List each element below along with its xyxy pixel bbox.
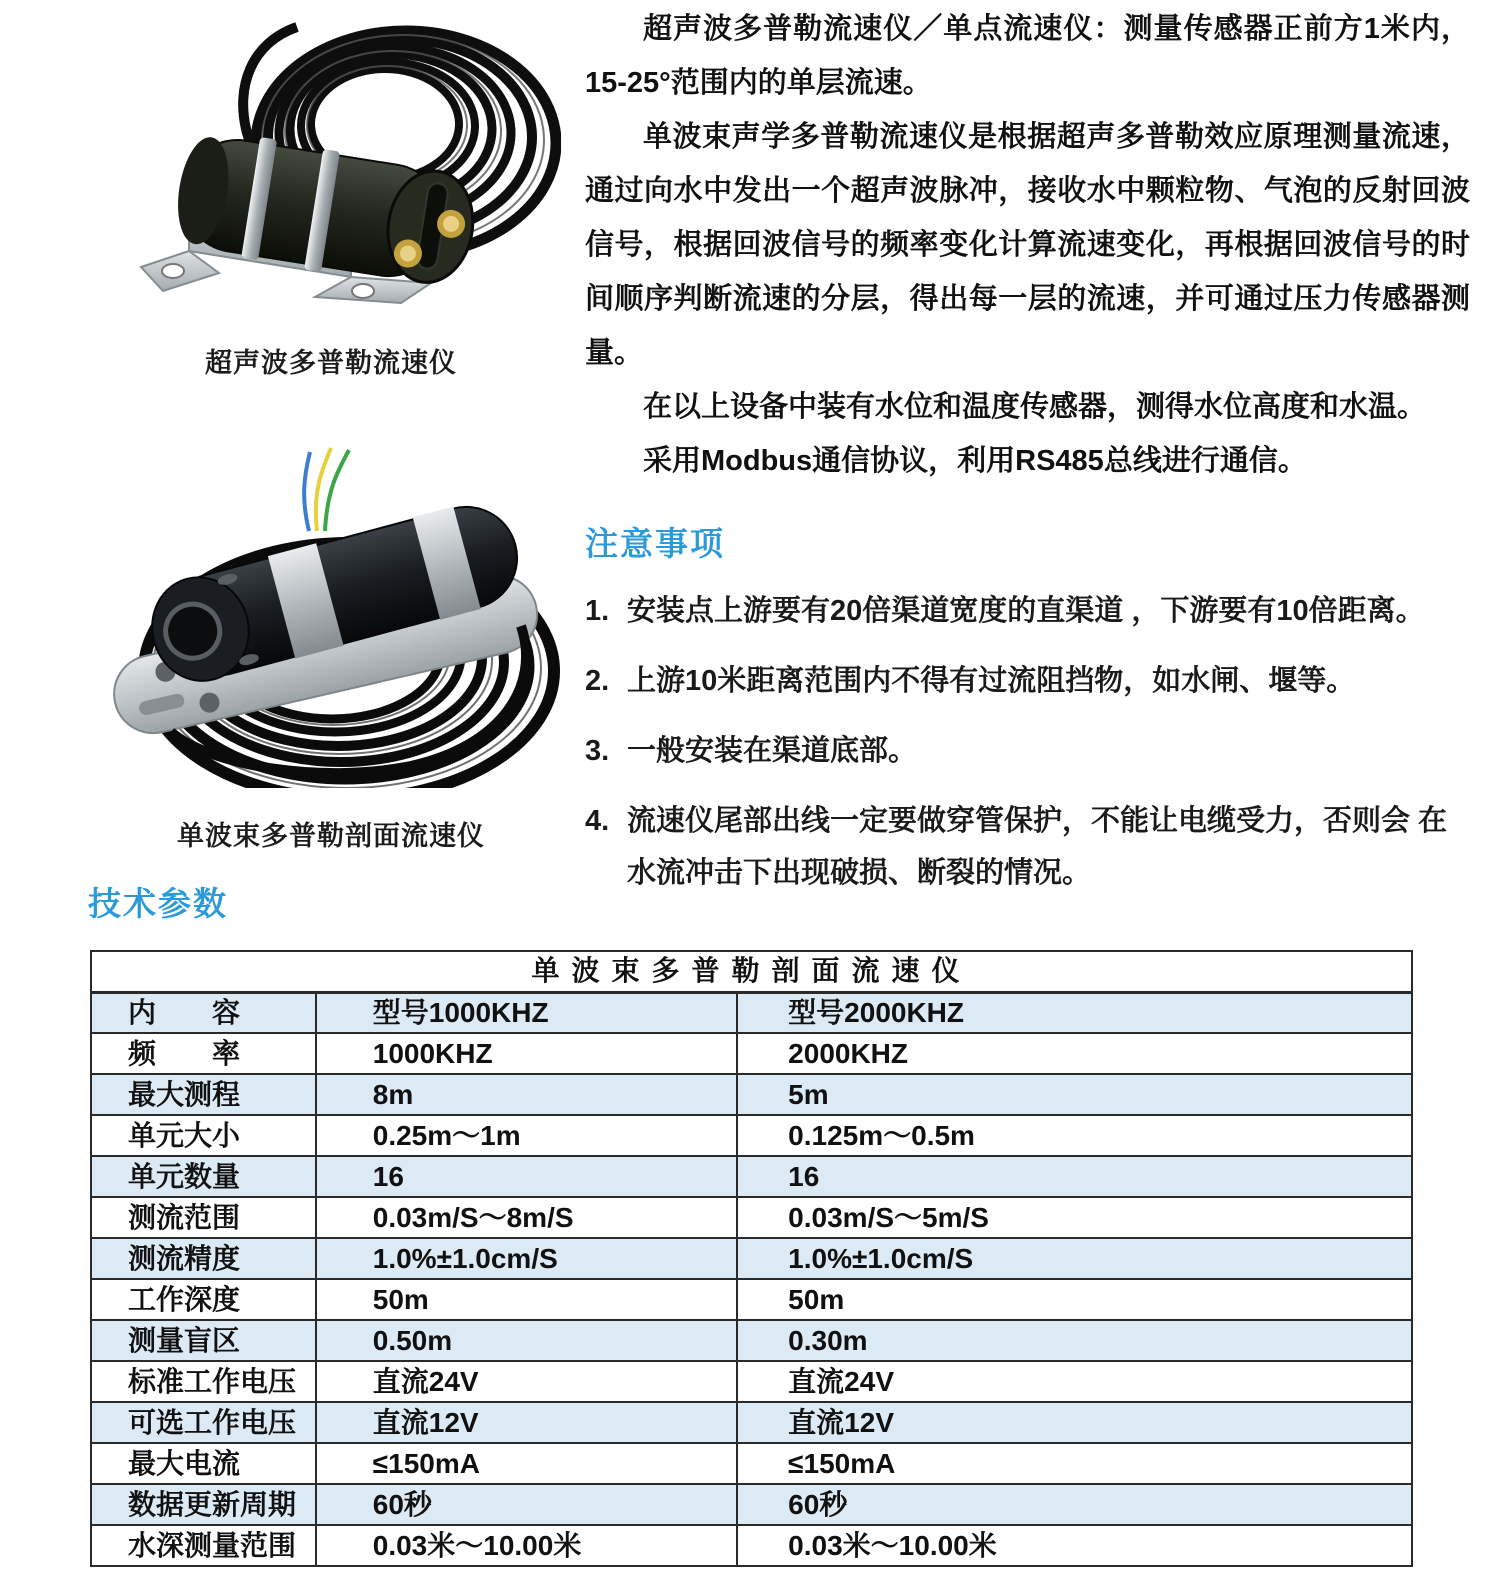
figure-single-beam-profiler xyxy=(100,436,562,853)
row-value: 2000KHZ xyxy=(737,1033,1412,1074)
image2-caption: 单波束多普勒剖面流速仪 xyxy=(177,821,485,851)
row-value: 0.03m/S～8m/S xyxy=(316,1197,737,1238)
table-row xyxy=(91,1361,1412,1402)
specs-section-title: 技术参数 xyxy=(88,885,228,922)
table-title-row xyxy=(91,951,1412,992)
note-item xyxy=(585,655,1470,707)
row-value: ≤150mA xyxy=(316,1443,737,1484)
row-label: 最大测程 xyxy=(91,1074,316,1115)
row-label: 标准工作电压 xyxy=(91,1361,316,1402)
specs-table xyxy=(90,950,1413,1567)
notes-section-title: 注意事项 xyxy=(585,525,725,562)
note-text: 流速仪尾部出线一定要做穿管保护，不能让电缆受力，否则会 在水流冲击下出现破损、断裂的情况。 xyxy=(627,805,1448,889)
row-label: 测量盲区 xyxy=(91,1320,316,1361)
intro-paragraph: 在以上设备中装有水位和温度传感器，测得水位高度和水温。 xyxy=(643,391,1427,423)
row-value: 50m xyxy=(737,1279,1412,1320)
intro-paragraph: 采用Modbus通信协议，利用RS485总线进行通信。 xyxy=(643,445,1307,477)
row-value: 5m xyxy=(737,1074,1412,1115)
table-row xyxy=(91,1443,1412,1484)
row-value: 16 xyxy=(316,1156,737,1197)
row-value: 1.0%±1.0cm/S xyxy=(316,1238,737,1279)
table-row xyxy=(91,1238,1412,1279)
row-value: 直流12V xyxy=(316,1402,737,1443)
row-value: 50m xyxy=(316,1279,737,1320)
intro-paragraph: 单波束声学多普勒流速仪是根据超声多普勒效应原理测量流速，通过向水中发出一个超声波脉冲，接收水中颗粒物、气泡的反射回波信号，根据回波信号的频率变化计算流速变化，再根据回波信号的时间顺序判断流速的分层，得出每一层的流速，并可通过压力传感器测量。 xyxy=(585,121,1470,369)
table-row xyxy=(91,1484,1412,1525)
row-label: 水深测量范围 xyxy=(91,1525,316,1566)
note-number: 1. xyxy=(585,595,610,627)
note-number: 3. xyxy=(585,735,610,767)
row-value: 0.25m～1m xyxy=(316,1115,737,1156)
row-value: 8m xyxy=(316,1074,737,1115)
single-beam-doppler-profiler-photo xyxy=(101,436,561,788)
row-value: 60秒 xyxy=(737,1484,1412,1525)
row-value: 1000KHZ xyxy=(316,1033,737,1074)
note-text: 一般安装在渠道底部。 xyxy=(627,735,918,767)
row-value: ≤150mA xyxy=(737,1443,1412,1484)
ultrasonic-doppler-velocimeter-photo xyxy=(101,15,561,315)
header-cell: 型号2000KHZ xyxy=(737,992,1412,1033)
row-label: 测流精度 xyxy=(91,1238,316,1279)
note-item xyxy=(585,585,1470,637)
row-value: 0.125m～0.5m xyxy=(737,1115,1412,1156)
figure-ultrasonic-doppler xyxy=(100,15,562,380)
table-row xyxy=(91,1279,1412,1320)
image1-caption: 超声波多普勒流速仪 xyxy=(205,348,457,378)
header-cell: 内 容 xyxy=(91,992,316,1033)
row-label: 单元数量 xyxy=(91,1156,316,1197)
row-value: 0.03米～10.00米 xyxy=(316,1525,737,1566)
table-row xyxy=(91,1033,1412,1074)
row-value: 直流24V xyxy=(737,1361,1412,1402)
note-number: 4. xyxy=(585,805,610,837)
note-item xyxy=(585,725,1470,777)
row-label: 测流范围 xyxy=(91,1197,316,1238)
header-cell: 型号1000KHZ xyxy=(316,992,737,1033)
table-row xyxy=(91,1525,1412,1566)
table-row xyxy=(91,1156,1412,1197)
row-value: 直流24V xyxy=(316,1361,737,1402)
lead-wires xyxy=(304,448,349,531)
row-label: 数据更新周期 xyxy=(91,1484,316,1525)
table-row xyxy=(91,1320,1412,1361)
table-row xyxy=(91,1115,1412,1156)
table-header-row xyxy=(91,992,1412,1033)
row-value: 0.03米～10.00米 xyxy=(737,1525,1412,1566)
row-label: 最大电流 xyxy=(91,1443,316,1484)
product-photo-column xyxy=(100,15,562,853)
row-value: 0.50m xyxy=(316,1320,737,1361)
intro-column xyxy=(585,2,1470,917)
note-text: 安装点上游要有20倍渠道宽度的直渠道 ，下游要有10倍距离。 xyxy=(627,595,1425,627)
row-value: 0.30m xyxy=(737,1320,1412,1361)
table-row xyxy=(91,1197,1412,1238)
intro-paragraph: 超声波多普勒流速仪／单点流速仪：测量传感器正前方1米内，15-25°范围内的单层流速。 xyxy=(585,13,1470,99)
note-number: 2. xyxy=(585,665,610,697)
row-value: 16 xyxy=(737,1156,1412,1197)
table-row xyxy=(91,1074,1412,1115)
row-label: 单元大小 xyxy=(91,1115,316,1156)
note-text: 上游10米距离范围内不得有过流阻挡物，如水闸、堰等。 xyxy=(627,665,1356,697)
row-value: 0.03m/S～5m/S xyxy=(737,1197,1412,1238)
row-label: 频 率 xyxy=(91,1033,316,1074)
row-value: 60秒 xyxy=(316,1484,737,1525)
table-row xyxy=(91,1402,1412,1443)
row-label: 工作深度 xyxy=(91,1279,316,1320)
row-value: 1.0%±1.0cm/S xyxy=(737,1238,1412,1279)
row-label: 可选工作电压 xyxy=(91,1402,316,1443)
row-value: 直流12V xyxy=(737,1402,1412,1443)
note-item xyxy=(585,795,1470,899)
table-title: 单波束多普勒剖面流速仪 xyxy=(91,951,1412,992)
